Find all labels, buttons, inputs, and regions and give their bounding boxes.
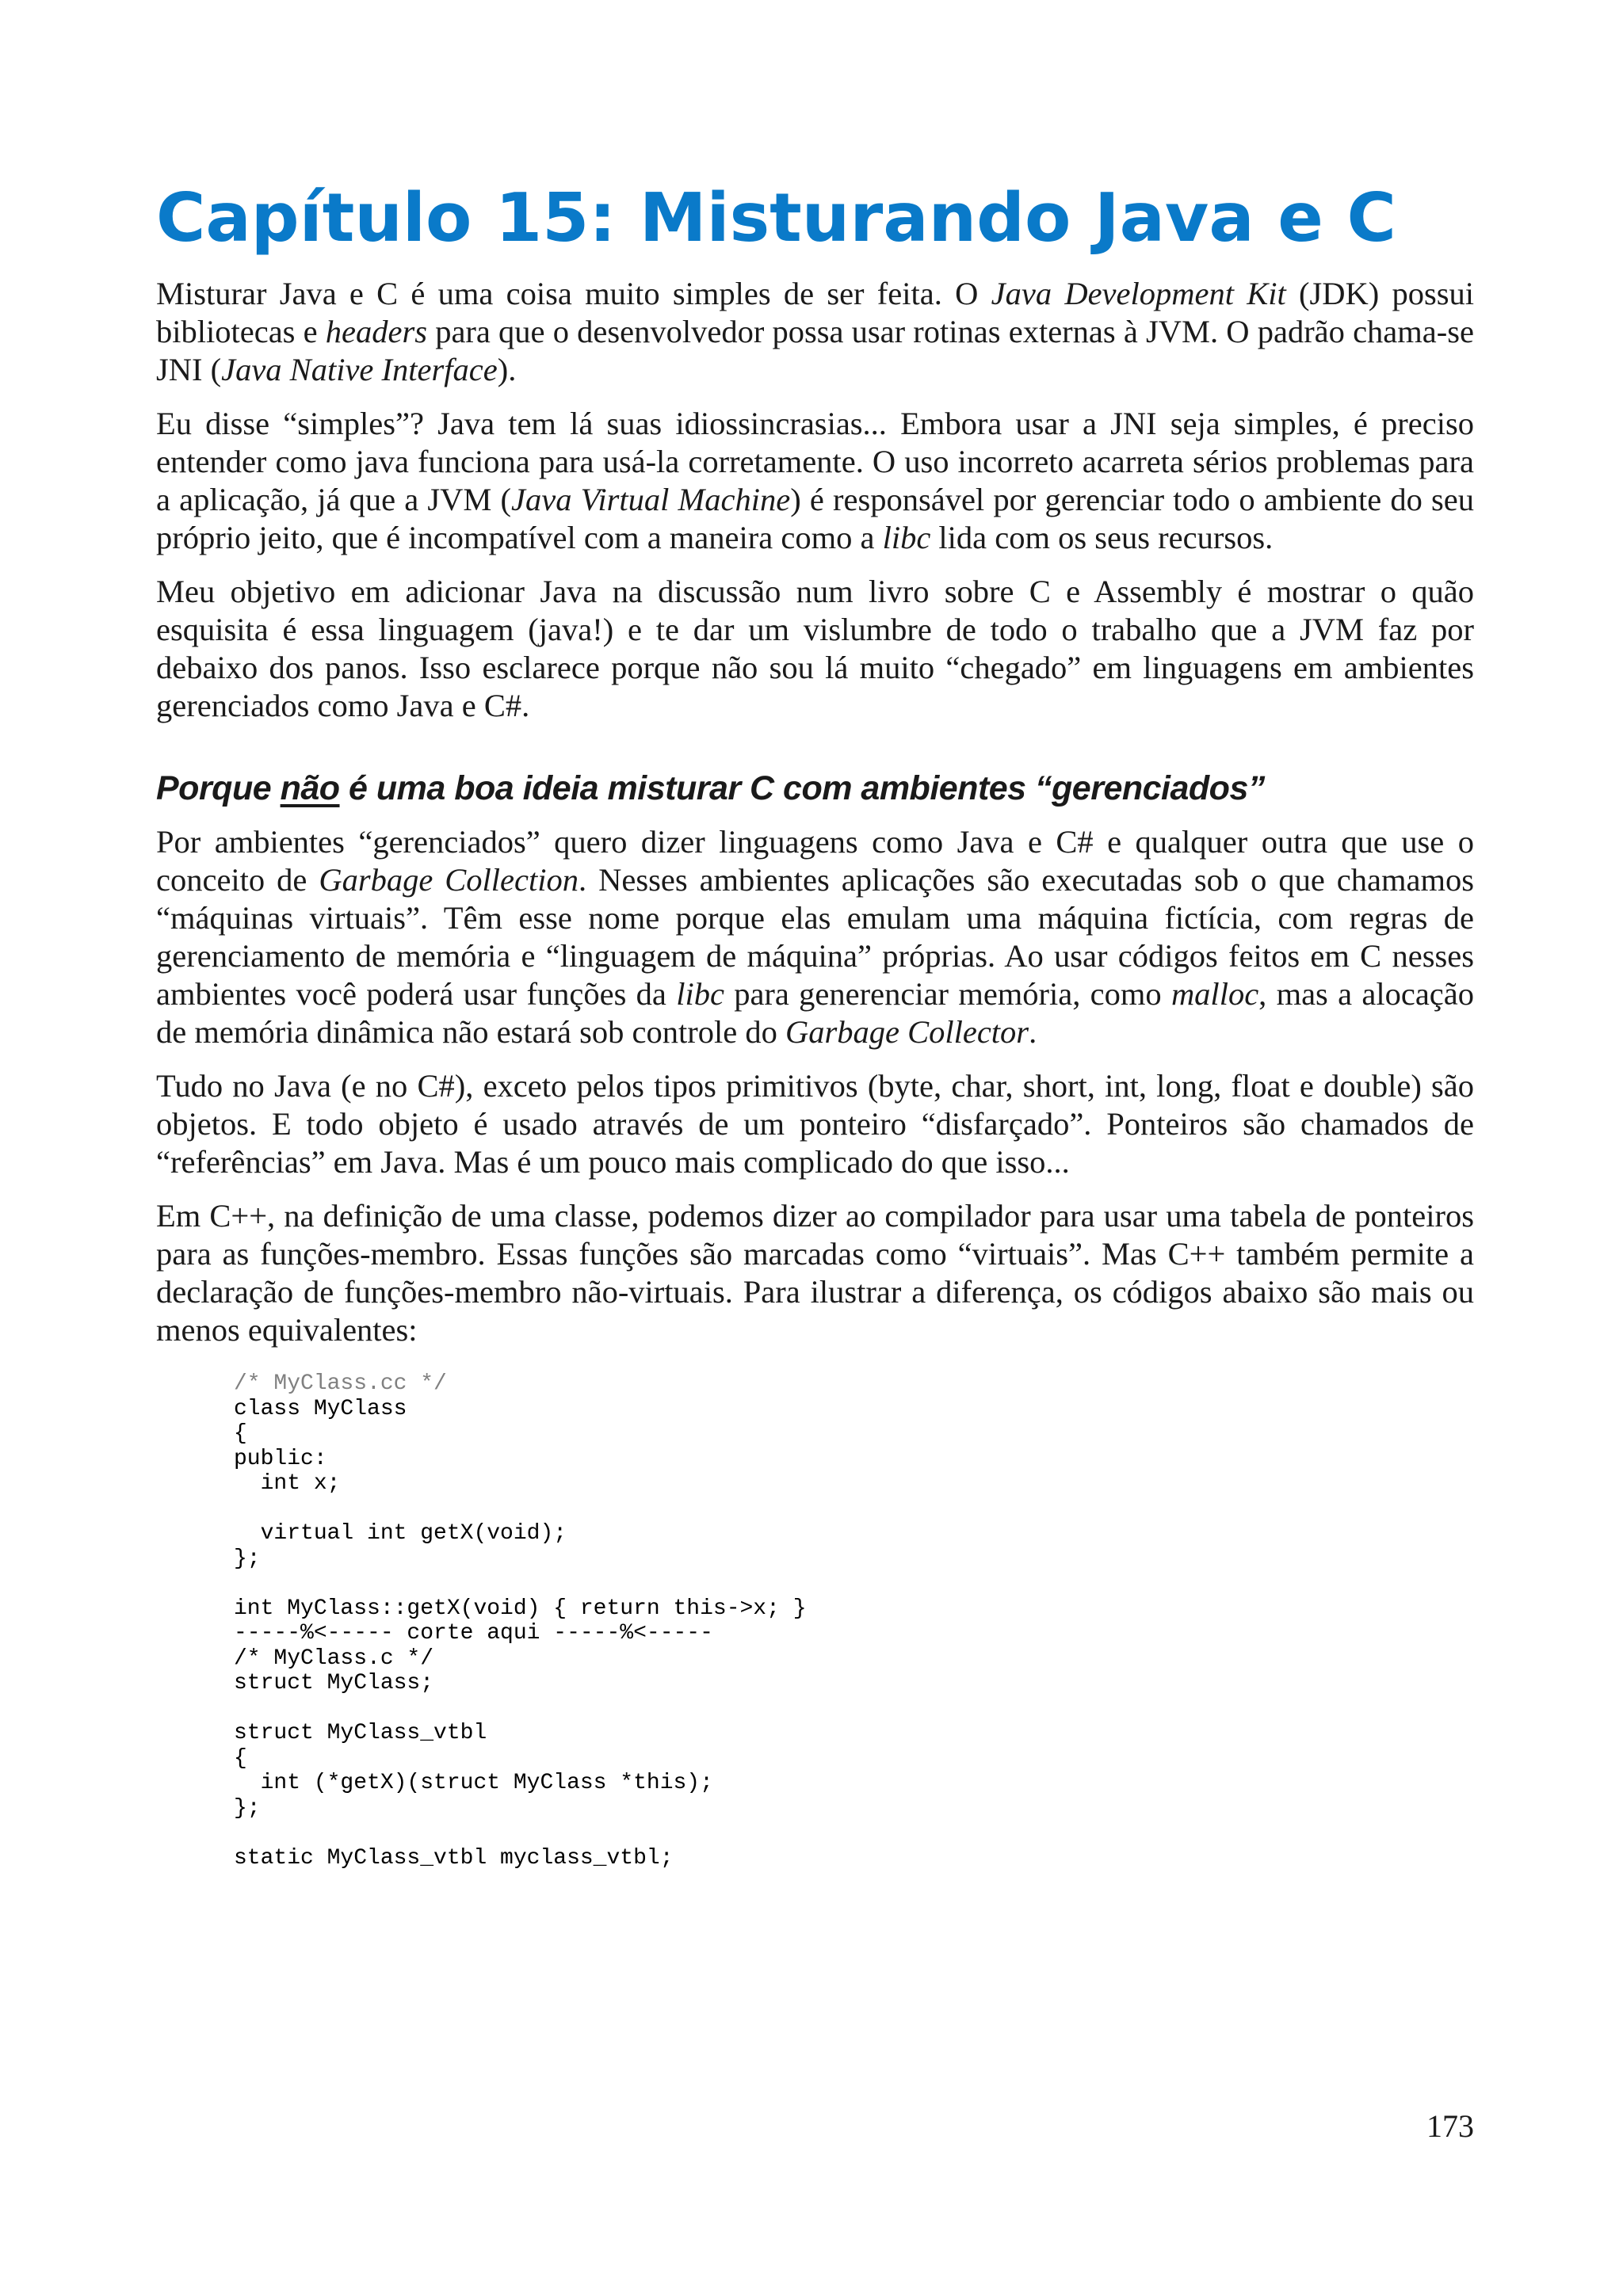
text-run: Misturar Java e C é uma coisa muito simples de ser feita. O	[156, 276, 991, 312]
intro-paragraph-3	[156, 573, 1474, 725]
intro-paragraph-2	[156, 405, 1474, 557]
italic-text: malloc	[1170, 976, 1259, 1013]
section-heading-post: é uma boa ideia misturar C com ambientes “gerenciados”	[339, 769, 1265, 808]
italic-text: libc	[676, 976, 724, 1013]
italic-text: Garbage Collector	[785, 1014, 1029, 1051]
text-run: Meu objetivo em adicionar Java na discussão num livro sobre C e Assembly é mostrar o quão esquisita é essa linguagem (java!) e te dar um vislumbre de todo o trabalho que a JVM faz por debaixo dos panos. Isso esclarece porque não sou lá muito “chegado” em linguagens em ambientes gerenciados como Java e C#.	[156, 574, 1474, 724]
text-run: (JDK) possui bibliotecas e	[156, 276, 1475, 350]
chapter-title: Capítulo 15: Misturando Java e C	[156, 179, 1396, 257]
text-run: ).	[497, 352, 517, 388]
italic-text: Java Development Kit	[991, 276, 1286, 312]
section-heading-underlined: não	[280, 769, 340, 808]
italic-text: headers	[325, 314, 428, 350]
text-run: Por ambientes “gerenciados” quero dizer linguagens como Java e C# e qualquer outra que use o conceito de	[156, 824, 1474, 898]
text-run: Tudo no Java (e no C#), exceto pelos tipos primitivos (byte, char, short, int, long, float e double) são objetos. E todo objeto é usado através de um ponteiro “disfarçado”. Ponteiros são chamados de “referências” em Java. Mas é um pouco mais complicado do que isso...	[156, 1068, 1474, 1180]
text-run: Eu disse “simples”? Java tem lá suas idiossincrasias... Embora usar a JNI seja simples, é preciso entender como java funciona para usá-la corretamente. O uso incorreto acarreta sérios problemas para a aplicação, já que a JVM (	[156, 406, 1474, 518]
text-run: para que o desenvolvedor possa usar rotinas externas à JVM. O padrão chama-se JNI (	[156, 314, 1474, 388]
text-run: , mas a alocação de memória dinâmica não estará sob controle do	[156, 976, 1474, 1051]
section-heading	[156, 766, 1474, 810]
text-run: ) é responsável por gerenciar todo o ambiente do seu próprio jeito, que é incompatível com a maneira como a	[156, 482, 1474, 556]
text-run: . Nesses ambientes aplicações são executadas sob o que chamamos “máquinas virtuais”. Têm esse nome porque elas emulam uma máquina fictícia, com regras de gerenciamento de memória e “linguagem de máquina” próprias. Ao usar códigos feitos em C nesses ambientes você poderá usar funções da	[156, 862, 1474, 1013]
document-page	[156, 181, 1474, 1871]
text-run: .	[1029, 1014, 1037, 1051]
section-heading-pre: Porque	[156, 769, 281, 808]
section-paragraph-2	[156, 1067, 1474, 1181]
italic-text: libc	[882, 520, 931, 556]
section-paragraph-3	[156, 1197, 1474, 1349]
text-run: para generenciar memória, como	[724, 976, 1171, 1013]
italic-text: Java Virtual Machine	[511, 482, 791, 518]
code-comment-line: /* MyClass.cc */	[234, 1371, 447, 1397]
page-number: 173	[1426, 2108, 1474, 2144]
text-run: Em C++, na definição de uma classe, podemos dizer ao compilador para usar uma tabela de ponteiros para as funções-membro. Essas funções são marcadas como “virtuais”. Mas C++ também permite a declaração de funções-membro não-virtuais. Para ilustrar a diferença, os códigos abaixo são mais ou menos equivalentes:	[156, 1198, 1474, 1348]
code-body: class MyClass { public: int x; virtual int getX(void); }; int MyClass::getX(void) { return this->x; } -----%<----- corte aqui -----%<----- /* MyClass.c */ struct MyClass; struct MyClass_vtbl { int (*getX)(struct MyClass *this); }; static MyClass_vtbl myclass_vtbl;	[234, 1396, 807, 1871]
italic-text: Garbage Collection	[319, 862, 579, 898]
code-listing	[234, 1371, 1474, 1871]
italic-text: Java Native Interface	[221, 352, 498, 388]
text-run: lida com os seus recursos.	[930, 520, 1274, 556]
section-paragraph-1	[156, 823, 1474, 1051]
intro-paragraph-1	[156, 275, 1474, 389]
